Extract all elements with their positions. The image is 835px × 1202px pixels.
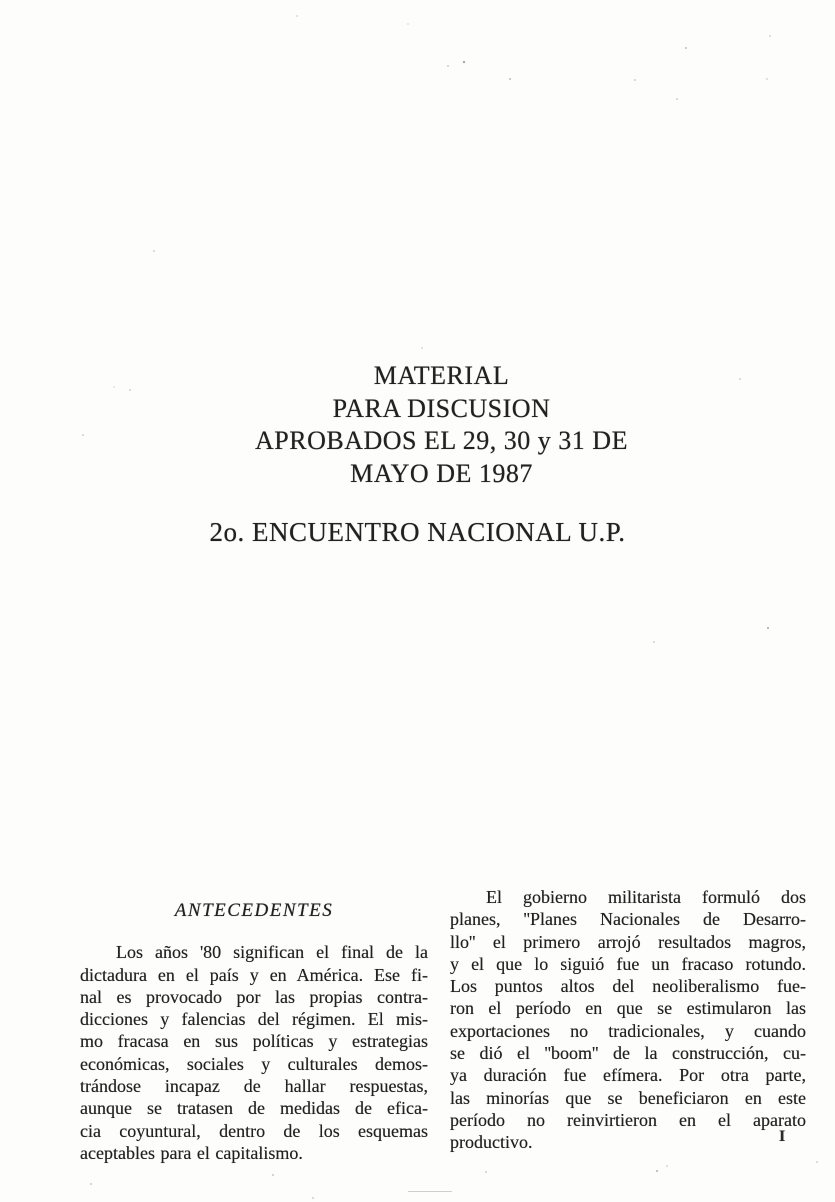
text-line: planes, ''Planes Nacionales de Desarro- [450,909,806,930]
page-number-mark: I [779,1128,786,1145]
text-line: MATERIAL [373,361,510,390]
text-line: productivo. [450,1132,533,1153]
section-heading-antecedentes: ANTECEDENTES [174,900,334,921]
text-line: PARA DISCUSION [332,393,551,423]
left-column [80,884,428,1164]
text-line: cia coyuntural, dentro de los esquemas [80,1120,428,1141]
right-column-paragraph [450,886,806,1154]
text-line: ya duración fue efímera. Por otra parte, [450,1065,806,1086]
text-line: mo fracasa en sus políticas y estrategias [80,1031,428,1052]
right-column [450,884,806,1164]
text-line: llo'' el primero arrojó resultados magros, [450,931,806,952]
text-line: exportaciones no tradicionales, y cuando [450,1020,806,1041]
text-line: APROBADOS EL 29, 30 y 31 DE [255,426,628,455]
text-line: aceptables para el capitalismo. [80,1142,303,1163]
left-column-paragraph [80,941,428,1164]
text-line: dicciones y falencias del régimen. El mis- [80,1009,428,1030]
text-line: y el que lo siguió fue un fracaso rotundo. [450,953,806,974]
text-line: El gobierno militarista formuló dos [486,887,806,907]
body-columns [80,884,806,1164]
text-line: dictadura en el país y en América. Ese fi- [80,964,428,985]
document-title [24,360,835,490]
text-line: período no reinvirtieron en el aparato [450,1109,806,1130]
text-line: Los puntos altos del neoliberalismo fue- [450,976,806,997]
document-subtitle: 2o. ENCUENTRO NACIONAL U.P. [209,517,626,547]
text-line: se dió el ''boom'' de la construcción, cu- [450,1043,806,1064]
text-line: ron el período en que se estimularon las [450,998,806,1019]
text-line: MAYO DE 1987 [350,458,533,488]
text-line: Los años '80 significan el final de la [116,942,428,963]
text-line: aunque se tratasen de medidas de efica- [80,1098,428,1119]
text-line: trándose incapaz de hallar respuestas, [80,1076,428,1097]
text-line: nal es provocado por las propias contra- [80,986,428,1007]
scan-noise-speckles [0,0,2,2]
text-line: económicas, sociales y culturales demos- [80,1053,428,1074]
text-line: las minorías que se beneficiaron en este [450,1087,806,1108]
